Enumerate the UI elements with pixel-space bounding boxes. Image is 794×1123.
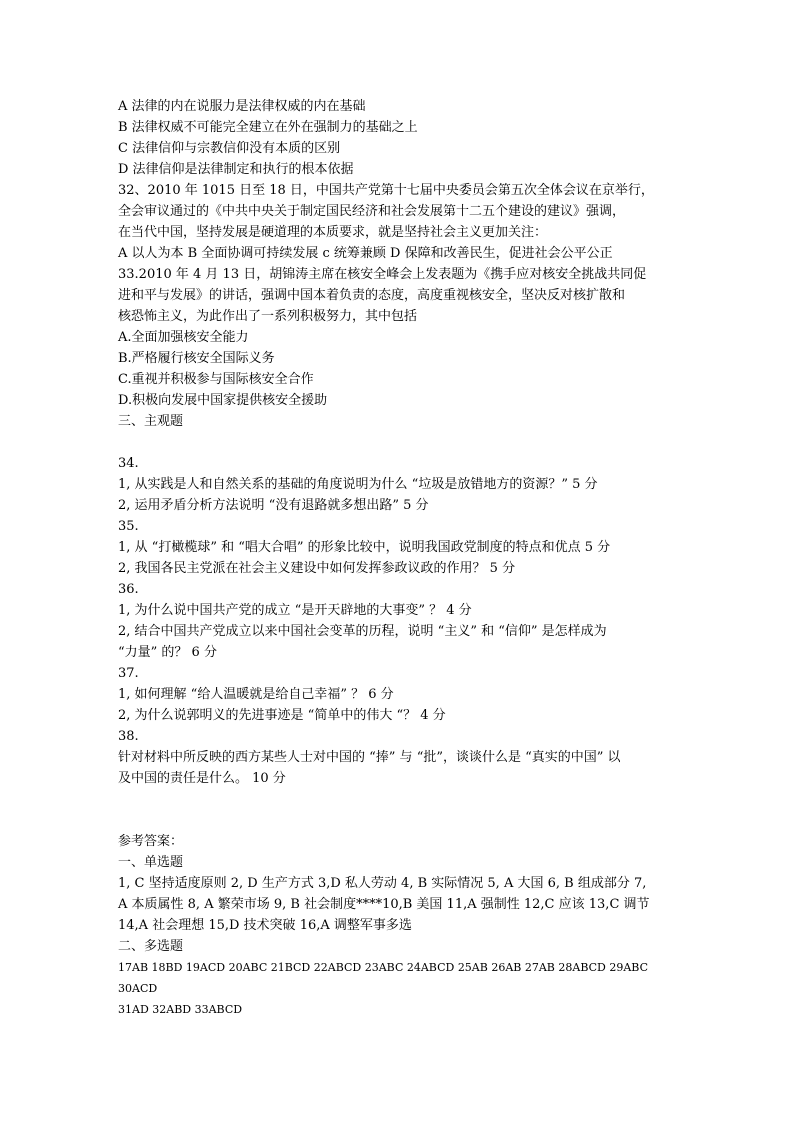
subjective-questions-block <box>118 453 688 789</box>
multi-choice-answers-2: 30ACD <box>118 982 158 995</box>
multi-choice-heading: 二、多选题 <box>118 939 184 954</box>
multi-choice-answers-3: 31AD 32ABD 33ABCD <box>118 1003 243 1016</box>
question-36-item-2: 2, 结合中国共产党成立以来中国社会变革的历程，说明 “主义” 和 “信仰” 是怎样成为 <box>118 624 607 639</box>
question-32-line-3: 在当代中国，坚持发展是硬道理的本质要求，就是坚持社会主义更加关注： <box>118 225 548 240</box>
question-36-item-2-cont: “力量” 的？ 6 分 <box>118 645 217 660</box>
question-36-item-1: 1, 为什么说中国共产党的成立 “是开天辟地的大事变” ？ 4 分 <box>118 603 472 618</box>
question-33-line-1: 33.2010 年 4 月 13 日，胡锦涛主席在核安全峰会上发表题为《携手应对核安全挑战共同促 <box>118 267 647 282</box>
question-33-option-a: A.全面加强核安全能力 <box>118 330 249 345</box>
question-32-options: A 以人为本 B 全面协调可持续发展 c 统筹兼顾 D 保障和改善民生，促进社会公平公正 <box>118 246 613 261</box>
single-choice-answers-3: 14,A 社会理想 15,D 技术突破 16,A 调整军事多选 <box>118 918 412 933</box>
question-38-line-2: 及中国的责任是什么。 10 分 <box>118 771 286 786</box>
answer-key-heading: 参考答案： <box>118 834 184 849</box>
question-37-item-1: 1, 如何理解 “给人温暖就是给自己幸福” ？ 6 分 <box>118 687 394 702</box>
options-and-questions-block <box>118 96 688 432</box>
question-34-item-1: 1, 从实践是人和自然关系的基础的角度说明为什么 “垃圾是放错地方的资源？” 5 分 <box>118 477 598 492</box>
multi-choice-answers-1: 17AB 18BD 19ACD 20ABC 21BCD 22ABCD 23ABC 24ABCD 25AB 26AB 27AB 28ABCD 29ABC <box>118 961 648 974</box>
section-heading-subjective: 三、主观题 <box>118 414 184 429</box>
question-32-line-2: 全会审议通过的《中共中央关于制定国民经济和社会发展第十二五个建设的建议》强调， <box>118 204 626 219</box>
question-37-number: 37. <box>118 666 139 681</box>
single-choice-heading: 一、单选题 <box>118 855 184 870</box>
question-34-item-2: 2, 运用矛盾分析方法说明 “没有退路就多想出路” 5 分 <box>118 498 429 513</box>
blank-spacer <box>118 789 688 831</box>
question-36-number: 36. <box>118 582 139 597</box>
question-38-line-1: 针对材料中所反映的西方某些人士对中国的 “捧” 与 “批”，谈谈什么是 “真实的中国” 以 <box>118 750 621 765</box>
single-choice-answers-2: A 本质属性 8, A 繁荣市场 9, B 社会制度****10,B 美国 11,A 强制性 12,C 应该 13,C 调节 <box>118 897 650 912</box>
question-37-item-2: 2, 为什么说郭明义的先进事迹是 “简单中的伟大 “？ 4 分 <box>118 708 446 723</box>
answer-key-block <box>118 831 688 1020</box>
single-choice-answers-1: 1, C 坚持适度原则 2, D 生产方式 3,D 私人劳动 4, B 实际情况 5, A 大国 6, B 组成部分 7, <box>118 876 647 891</box>
option-line-c: C 法律信仰与宗教信仰没有本质的区别 <box>118 141 341 156</box>
question-33-line-3: 核恐怖主义，为此作出了一系列积极努力，其中包括 <box>118 309 418 324</box>
question-35-item-2: 2, 我国各民主党派在社会主义建设中如何发挥参政议政的作用？ 5 分 <box>118 561 516 576</box>
question-33-line-2: 进和平与发展》的讲话，强调中国本着负责的态度，高度重视核安全，坚决反对核扩散和 <box>118 288 626 303</box>
option-line-a: A 法律的内在说服力是法律权威的内在基础 <box>118 99 366 114</box>
document-page <box>118 96 688 1020</box>
question-35-item-1: 1, 从 “打橄榄球” 和 “唱大合唱” 的形象比较中，说明我国政党制度的特点和优点 5 分 <box>118 540 611 555</box>
blank-spacer <box>118 432 688 453</box>
question-33-option-d: D.积极向发展中国家提供核安全援助 <box>118 393 328 408</box>
question-38-number: 38. <box>118 729 139 744</box>
question-33-option-c: C.重视并积极参与国际核安全合作 <box>118 372 314 387</box>
option-line-b: B 法律权威不可能完全建立在外在强制力的基础之上 <box>118 120 418 135</box>
question-34-number: 34. <box>118 456 139 471</box>
question-33-option-b: B.严格履行核安全国际义务 <box>118 351 275 366</box>
question-35-number: 35. <box>118 519 139 534</box>
option-line-d: D 法律信仰是法律制定和执行的根本依据 <box>118 162 354 177</box>
question-32-line-1: 32、2010 年 1015 日至 18 日，中国共产党第十七届中央委员会第五次全体会议在京举行， <box>118 183 654 198</box>
